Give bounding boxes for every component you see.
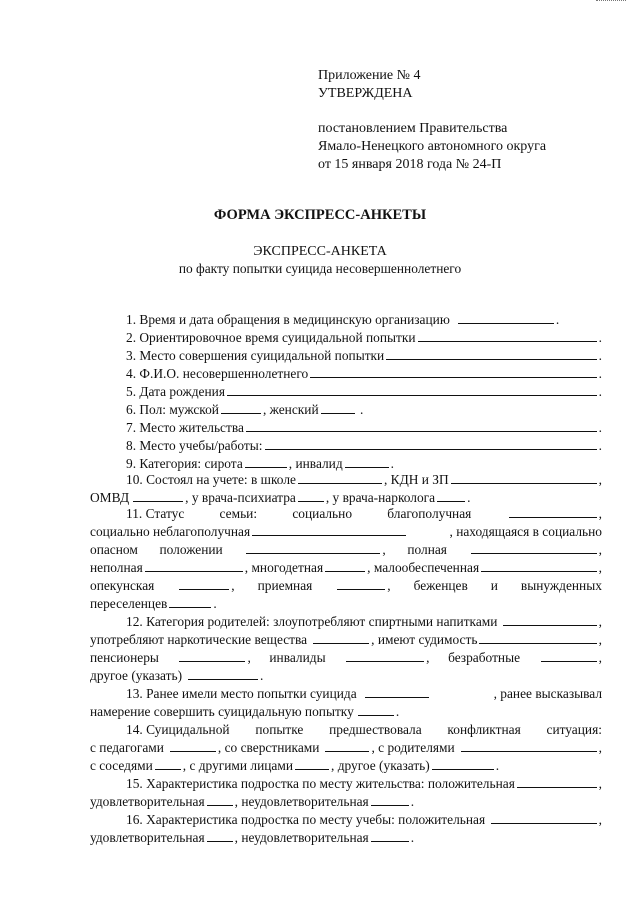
- item-16-positive-field[interactable]: [491, 812, 596, 824]
- item-15-unsatisfactory-field[interactable]: [371, 794, 409, 806]
- item-12-row-4: другое (указать) .: [90, 668, 264, 683]
- item-10-omvd-field[interactable]: [133, 490, 183, 502]
- item-1: 1. Время и дата обращения в медицинскую организацию .: [126, 312, 560, 327]
- item-14-peers-field[interactable]: [325, 740, 369, 752]
- item-10-psychiatrist-field[interactable]: [298, 490, 324, 502]
- item-14-teachers-field[interactable]: [170, 740, 216, 752]
- item-12-row-3: пенсионеры , инвалиды , безработные ,: [90, 650, 602, 665]
- item-11-dysfunctional-field[interactable]: [252, 524, 406, 536]
- item-12-drugs-field[interactable]: [313, 632, 369, 644]
- item-14-row-1: 14. Суицидальной попытке предшествовала конфликтная ситуация:: [126, 722, 602, 737]
- item-6: 6. Пол: мужской , женский .: [126, 402, 364, 417]
- item-9-disabled-field[interactable]: [345, 456, 389, 468]
- item-14-neighbors-field[interactable]: [155, 758, 181, 770]
- item-16-satisfactory-field[interactable]: [207, 830, 233, 842]
- item-10-narcologist-field[interactable]: [437, 490, 465, 502]
- item-16-row-1: 16. Характеристика подростка по месту учебы: положительная ,: [126, 812, 602, 827]
- item-11-lowincome-field[interactable]: [481, 560, 597, 572]
- item-15-positive-field[interactable]: [517, 776, 597, 788]
- item-7: 7. Место жительства .: [126, 420, 602, 435]
- item-16-row-2: удовлетворительная , неудовлетворительная .: [90, 830, 415, 845]
- item-3: 3. Место совершения суицидальной попытки .: [126, 348, 602, 363]
- item-6-male-field[interactable]: [221, 402, 261, 414]
- item-15-row-2: удовлетворительная , неудовлетворительная .: [90, 794, 415, 809]
- form-subtitle-2: по факту попытки суицида несовершеннолетнего: [178, 261, 462, 276]
- item-10: 10. Состоял на учете: в школе , КДН и ЗП ,: [126, 472, 602, 487]
- item-12-disabled-field[interactable]: [346, 650, 424, 662]
- item-14-parents-field[interactable]: [461, 740, 597, 752]
- item-11-incomplete-field[interactable]: [145, 560, 243, 572]
- item-13-attempts-field[interactable]: [365, 686, 429, 698]
- item-13-row-1: 13. Ранее имели место попытки суицида , ранее высказывал: [126, 686, 602, 701]
- item-4-field[interactable]: [310, 366, 596, 378]
- item-6-female-field[interactable]: [321, 402, 355, 414]
- item-11-row-2: социально неблагополучная , находящаяся в социально: [90, 524, 602, 539]
- item-12-row-2: употребляют наркотические вещества , имеют судимость ,: [90, 632, 602, 647]
- item-12-pensioners-field[interactable]: [179, 650, 245, 662]
- item-11-foster-field[interactable]: [337, 578, 385, 590]
- item-5: 5. Дата рождения .: [126, 384, 602, 399]
- form-title: ФОРМА ЭКСПРЕСС-АНКЕТЫ: [213, 207, 427, 223]
- item-12-row-1: 12. Категория родителей: злоупотребляют спиртными напитками ,: [126, 614, 602, 629]
- item-5-field[interactable]: [227, 384, 597, 396]
- item-9-orphan-field[interactable]: [245, 456, 287, 468]
- item-2-field[interactable]: [418, 330, 597, 342]
- item-11-full-field[interactable]: [471, 542, 597, 554]
- item-2: 2. Ориентировочное время суицидальной попытки .: [126, 330, 602, 345]
- item-9: 9. Категория: сирота , инвалид .: [126, 456, 395, 471]
- item-12-conviction-field[interactable]: [479, 632, 596, 644]
- item-11-row-3: опасном положении , полная ,: [90, 542, 602, 557]
- item-16-unsatisfactory-field[interactable]: [371, 830, 409, 842]
- item-14-others-field[interactable]: [295, 758, 329, 770]
- item-7-field[interactable]: [246, 420, 597, 432]
- item-8: 8. Место учебы/работы: .: [126, 438, 602, 453]
- item-13-intent-field[interactable]: [358, 704, 394, 716]
- item-11-row-4: неполная , многодетная , малообеспеченная ,: [90, 560, 602, 575]
- item-14-row-3: с соседями , с другими лицами , другое (указать) .: [90, 758, 500, 773]
- item-1-field[interactable]: [458, 312, 554, 324]
- item-11-refugees-field[interactable]: [169, 596, 211, 608]
- item-11-danger-field[interactable]: [246, 542, 380, 554]
- item-11-wellbeing-field[interactable]: [509, 506, 597, 518]
- resolution-line-3: от 15 января 2018 года № 24-П: [318, 157, 502, 172]
- appendix-label: Приложение № 4: [318, 68, 421, 83]
- item-11-large-field[interactable]: [325, 560, 365, 572]
- item-11-row-5: опекунская , приемная , беженцев и вынужденных: [90, 578, 602, 593]
- item-12-unemployed-field[interactable]: [541, 650, 597, 662]
- item-11-row-1: 11. Статус семьи: социально благополучная ,: [126, 506, 602, 521]
- approved-label: УТВЕРЖДЕНА: [318, 86, 413, 101]
- scan-corner-mark: [596, 0, 626, 1]
- item-11-row-6: переселенцев .: [90, 596, 217, 611]
- item-10-kdn-field[interactable]: [451, 472, 597, 484]
- item-10-cont: ОМВД , у врача-психиатра , у врача-нарколога .: [90, 490, 471, 505]
- item-15-satisfactory-field[interactable]: [207, 794, 233, 806]
- item-13-row-2: намерение совершить суицидальную попытку .: [90, 704, 400, 719]
- form-subtitle: ЭКСПРЕСС-АНКЕТА: [253, 244, 387, 259]
- resolution-line-1: постановлением Правительства: [318, 121, 508, 136]
- item-15-row-1: 15. Характеристика подростка по месту жительства: положительная ,: [126, 776, 602, 791]
- item-4: 4. Ф.И.О. несовершеннолетнего .: [126, 366, 602, 381]
- resolution-line-2: Ямало-Ненецкого автономного округа: [318, 139, 547, 154]
- item-11-guardianship-field[interactable]: [179, 578, 229, 590]
- item-12-other-field[interactable]: [188, 668, 258, 680]
- item-12-alcohol-field[interactable]: [503, 614, 596, 626]
- item-10-school-field[interactable]: [298, 472, 382, 484]
- item-14-row-2: с педагогами , со сверстниками , с родителями ,: [90, 740, 602, 755]
- item-14-other-field[interactable]: [432, 758, 494, 770]
- item-8-field[interactable]: [265, 438, 597, 450]
- item-3-field[interactable]: [386, 348, 596, 360]
